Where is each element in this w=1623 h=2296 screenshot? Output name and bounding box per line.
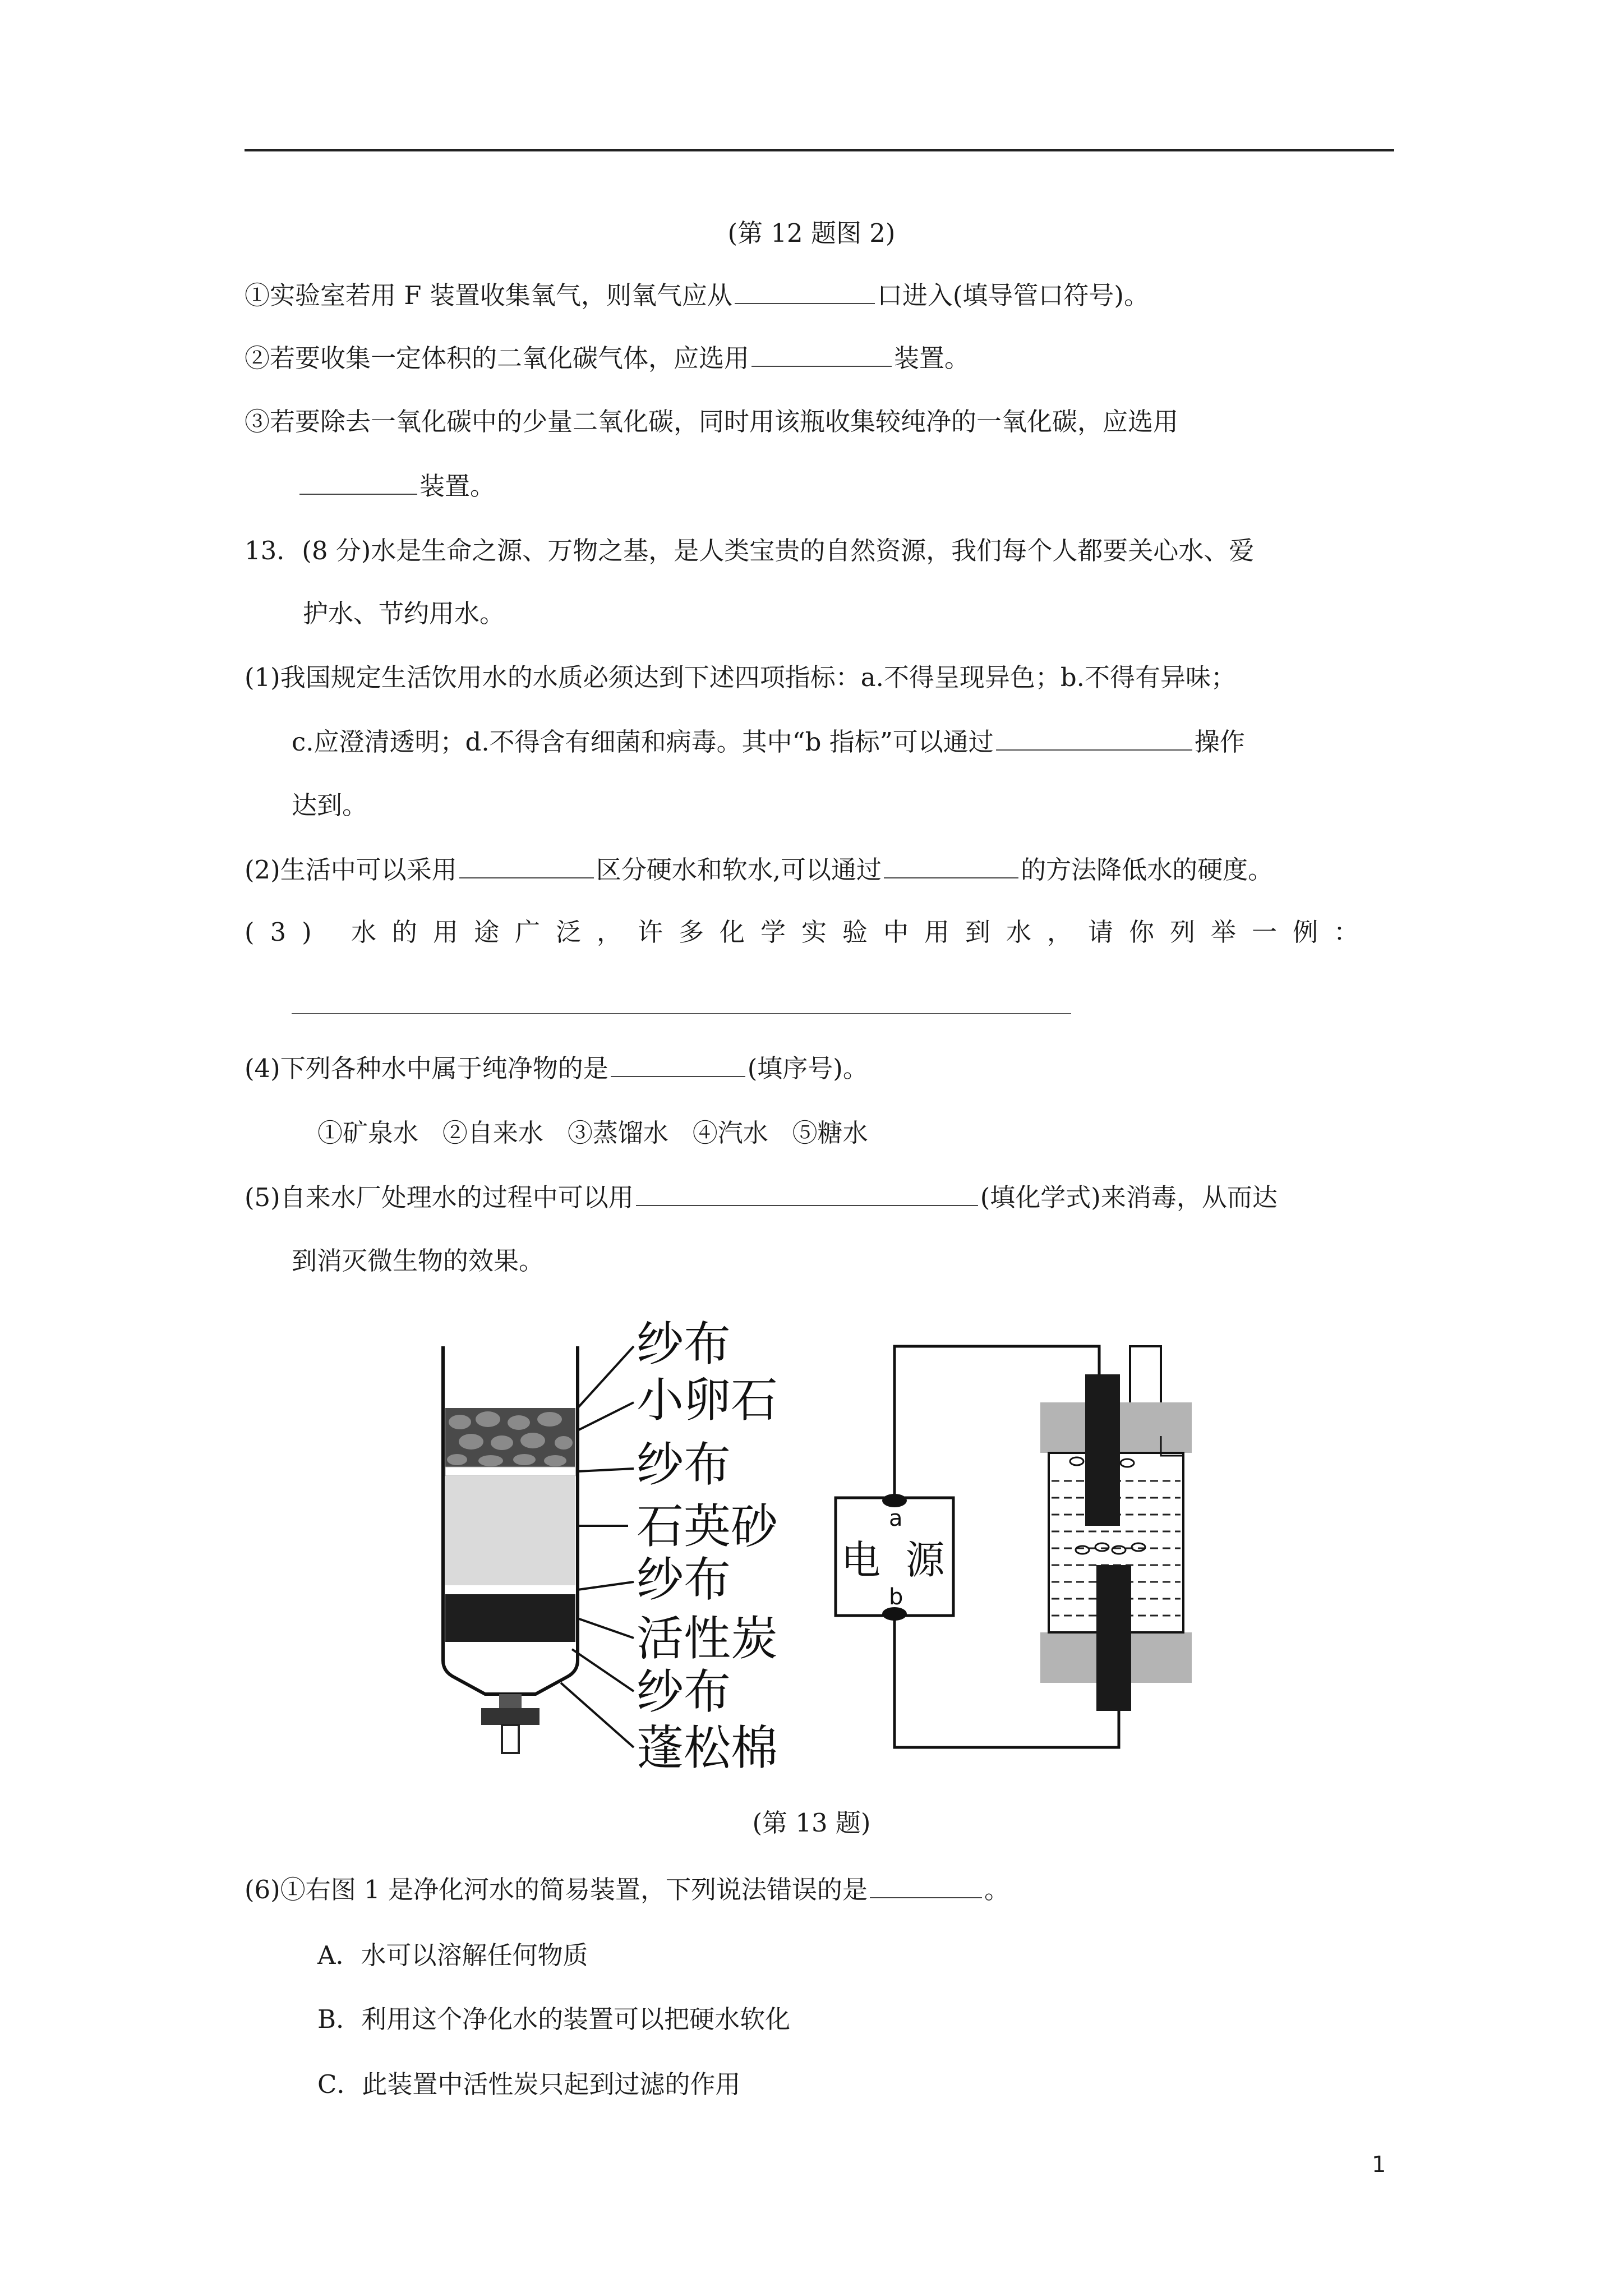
q13-part5-cont: 到消灭微生物的效果。	[292, 1246, 545, 1276]
q12-item-3-cont	[297, 469, 495, 503]
answer-blank[interactable]	[459, 853, 594, 878]
electrolysis-diagram	[836, 1346, 1192, 1747]
figure-caption-q13: (第 13 题)	[752, 1808, 871, 1838]
header-rule	[245, 149, 1394, 151]
q13-part1: (1)我国规定生活饮用水的水质必须达到下述四项指标：a.不得呈现异色；b.不得有异味；	[245, 662, 1236, 692]
q12-item-2-text-b: 装置。	[894, 343, 970, 373]
nozzle-tip	[502, 1725, 519, 1753]
q13-part2	[245, 853, 1273, 887]
upper-electrode	[1085, 1374, 1120, 1526]
q13-part1-end: 达到。	[292, 790, 368, 820]
answer-line[interactable]	[292, 1013, 1071, 1014]
answer-blank[interactable]	[735, 278, 875, 304]
answer-blank[interactable]	[299, 469, 417, 495]
figure-q13	[437, 1313, 1223, 1784]
q13-part1-text-c: 操作	[1194, 727, 1245, 757]
q13-part4-text-b: (填序号)。	[747, 1053, 868, 1083]
answer-blank[interactable]	[996, 725, 1192, 751]
q13-part3: (3) 水的用途广泛，许多化学实验中用到水，请你列举一例：	[245, 917, 1375, 947]
q12-item-2	[245, 341, 970, 375]
option-a: A．水可以溶解任何物质	[317, 1940, 588, 1970]
answer-blank[interactable]	[870, 1872, 982, 1898]
label-gauze: 纱布	[637, 1552, 731, 1607]
nozzle-cap	[481, 1708, 540, 1725]
gauze-2	[445, 1585, 575, 1594]
answer-blank[interactable]	[636, 1180, 978, 1206]
label-cotton: 蓬松棉	[637, 1720, 778, 1775]
q13-part4-text-a: (4)下列各种水中属于纯净物的是	[245, 1053, 608, 1083]
option-c: C．此装置中活性炭只起到过滤的作用	[317, 2069, 741, 2099]
answer-blank[interactable]	[751, 341, 892, 367]
q13-part2-text-c: 的方法降低水的硬度。	[1021, 855, 1274, 885]
quartz-sand-layer	[445, 1476, 575, 1585]
q13-part5	[245, 1180, 1278, 1214]
q13-part1-cont	[292, 725, 1245, 759]
label-pebbles: 小卵石	[637, 1373, 778, 1428]
q13-part1-text-b: c.应澄清透明；d.不得含有细菌和病毒。其中“b 指标”可以通过	[292, 727, 994, 757]
water-filter-diagram	[443, 1317, 780, 1775]
option-b: B．利用这个净化水的装置可以把硬水软化	[317, 2004, 791, 2034]
label-gauze: 纱布	[637, 1437, 731, 1492]
q12-item-1-text-a: ①实验室若用 F 装置收集氧气，则氧气应从	[245, 280, 732, 310]
gauze-3	[445, 1642, 575, 1650]
answer-blank[interactable]	[884, 853, 1018, 878]
q13-part5-text-b: (填化学式)来消毒，从而达	[980, 1182, 1278, 1212]
q13-part6-text-b: 。	[984, 1875, 1009, 1904]
nozzle-top	[499, 1694, 522, 1708]
power-source-label: 电 源	[841, 1537, 945, 1583]
q13-heading-cont: 护水、节约用水。	[303, 599, 505, 628]
filter-labels	[637, 1317, 780, 1775]
q13-part4	[245, 1051, 868, 1085]
terminal-a-label: a	[889, 1506, 903, 1531]
gauze-1	[445, 1467, 575, 1476]
q13-part5-text-a: (5)自来水厂处理水的过程中可以用	[245, 1182, 634, 1212]
terminal-b-label: b	[889, 1584, 903, 1610]
label-gauze: 纱布	[637, 1664, 731, 1719]
q13-part6	[245, 1872, 1009, 1907]
q13-part2-text-b: 区分硬水和软水,可以通过	[596, 855, 882, 885]
activated-carbon-layer	[445, 1594, 575, 1642]
figure-caption-q12: (第 12 题图 2)	[727, 218, 896, 248]
q12-item-2-text-a: ②若要收集一定体积的二氧化碳气体，应选用	[245, 343, 750, 373]
q12-item-1-text-b: 口进入(填导管口符号)。	[877, 280, 1149, 310]
q13-part2-text-a: (2)生活中可以采用	[245, 855, 457, 885]
q13-part4-options: ①矿泉水 ②自来水 ③蒸馏水 ④汽水 ⑤糖水	[317, 1118, 868, 1148]
q12-item-1	[245, 278, 1149, 312]
q12-item-3: ③若要除去一氧化碳中的少量二氧化碳，同时用该瓶收集较纯净的一氧化碳，应选用	[245, 407, 1179, 436]
lower-electrode	[1096, 1565, 1131, 1711]
answer-blank[interactable]	[611, 1051, 745, 1077]
label-gauze: 纱布	[637, 1317, 731, 1372]
q12-item-3-text-b: 装置。	[419, 471, 496, 501]
label-activated-carbon: 活性炭	[637, 1611, 778, 1666]
page-number: 1	[1372, 2152, 1386, 2178]
label-quartz-sand: 石英砂	[637, 1499, 778, 1554]
q13-part6-text-a: (6)①右图 1 是净化河水的简易装置，下列说法错误的是	[245, 1875, 868, 1904]
q13-heading: 13．(8 分)水是生命之源、万物之基，是人类宝贵的自然资源，我们每个人都要关心水、爱	[245, 536, 1255, 565]
